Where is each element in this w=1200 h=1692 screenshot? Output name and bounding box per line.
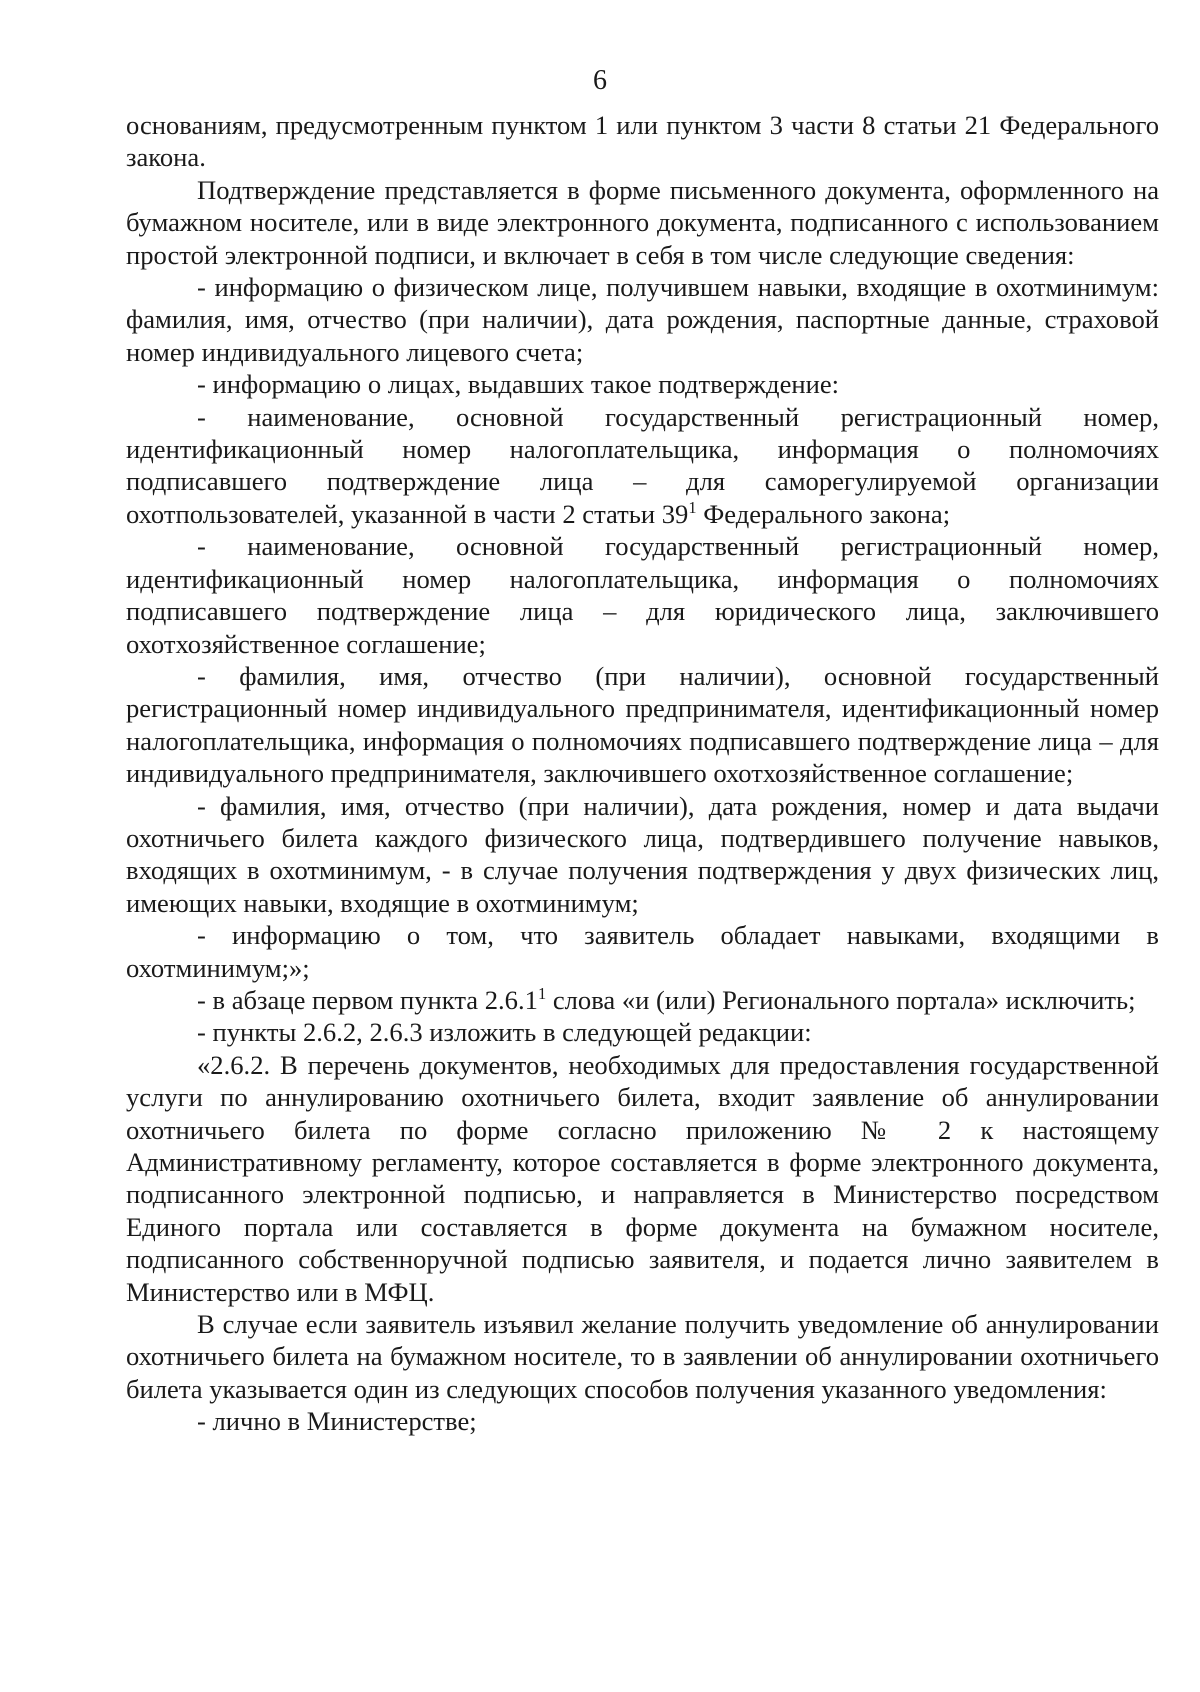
paragraph: Подтверждение представляется в форме письменного документа, оформленного на бумажном носителе, или в виде электронного документа, подписанного с использованием простой электронной подписи, и включает в себя в том числе следующие сведения: xyxy=(126,174,1159,270)
paragraph-text: слова «и (или) Регионального портала» исключить; xyxy=(546,984,1136,1015)
paragraph-text: - в абзаце первом пункта 2.6.1 xyxy=(197,984,538,1015)
paragraph: основаниям, предусмотренным пунктом 1 или пунктом 3 части 8 статьи 21 Федерального закона. xyxy=(126,110,1159,173)
list-item: - информацию о лицах, выдавших такое подтверждение: xyxy=(197,369,840,400)
list-item: - наименование, основной государственный регистрационный номер, идентификационный номер налогоплательщика, информация о полномочиях подписавшего подтверждение лица – для юридического лица, заключившего охотхозяйственное соглашение; xyxy=(126,531,1159,659)
list-item: - информацию о физическом лице, получившем навыки, входящие в охотминимум: фамилия, имя, отчество (при наличии), дата рождения, паспортные данные, страховой номер индивидуального лицевого счета; xyxy=(126,272,1159,367)
list-item: - информацию о том, что заявитель обладает навыками, входящими в охотминимум;»; xyxy=(126,920,1159,983)
list-item: - лично в Министерстве; xyxy=(197,1406,477,1437)
document-body xyxy=(126,109,1159,1438)
superscript: 1 xyxy=(688,498,697,518)
list-item xyxy=(126,401,1159,531)
list-item: - фамилия, имя, отчество (при наличии), дата рождения, номер и дата выдачи охотничьего билета каждого физического лица, подтвердившего получение навыков, входящих в охотминимум, - в случае получения подтверждения у двух физических лиц, имеющих навыки, входящие в охотминимум; xyxy=(126,790,1159,918)
list-item xyxy=(126,984,1159,1016)
paragraph-text: - наименование, основной государственный регистрационный номер, идентификационный номер налогоплательщика, информация о полномочиях подписавшего подтверждение лица – для саморегулируемой организации охотпользователей, указанной в части 2 статьи 39 xyxy=(126,401,1159,529)
paragraph: В случае если заявитель изъявил желание получить уведомление об аннулировании охотничьего билета на бумажном носителе, то в заявлении об аннулировании охотничьего билета указывается один из следующих способов получения указанного уведомления: xyxy=(126,1309,1159,1404)
list-item: - фамилия, имя, отчество (при наличии), основной государственный регистрационный номер индивидуального предпринимателя, идентификационный номер налогоплательщика, информация о полномочиях подписавшего подтверждение лица – для индивидуального предпринимателя, заключившего охотхозяйственное соглашение; xyxy=(126,660,1159,789)
list-item: - пункты 2.6.2, 2.6.3 изложить в следующей редакции: xyxy=(197,1017,812,1048)
paragraph: «2.6.2. В перечень документов, необходимых для предоставления государственной услуги по аннулированию охотничьего билета, входит заявление об аннулировании охотничьего билета по форме согласно приложению № 2 к настоящему Административному регламенту, которое составляется в форме электронного документа, подписанного электронной подписью, и направляется в Министерство посредством Единого портала или составляется в форме документа на бумажном носителе, подписанного собственноручной подписью заявителя, и подается лично заявителем в Министерство или в МФЦ. xyxy=(126,1049,1159,1307)
page-number: 6 xyxy=(593,65,607,96)
superscript: 1 xyxy=(537,984,547,1004)
paragraph-text: Федерального закона; xyxy=(696,498,951,529)
